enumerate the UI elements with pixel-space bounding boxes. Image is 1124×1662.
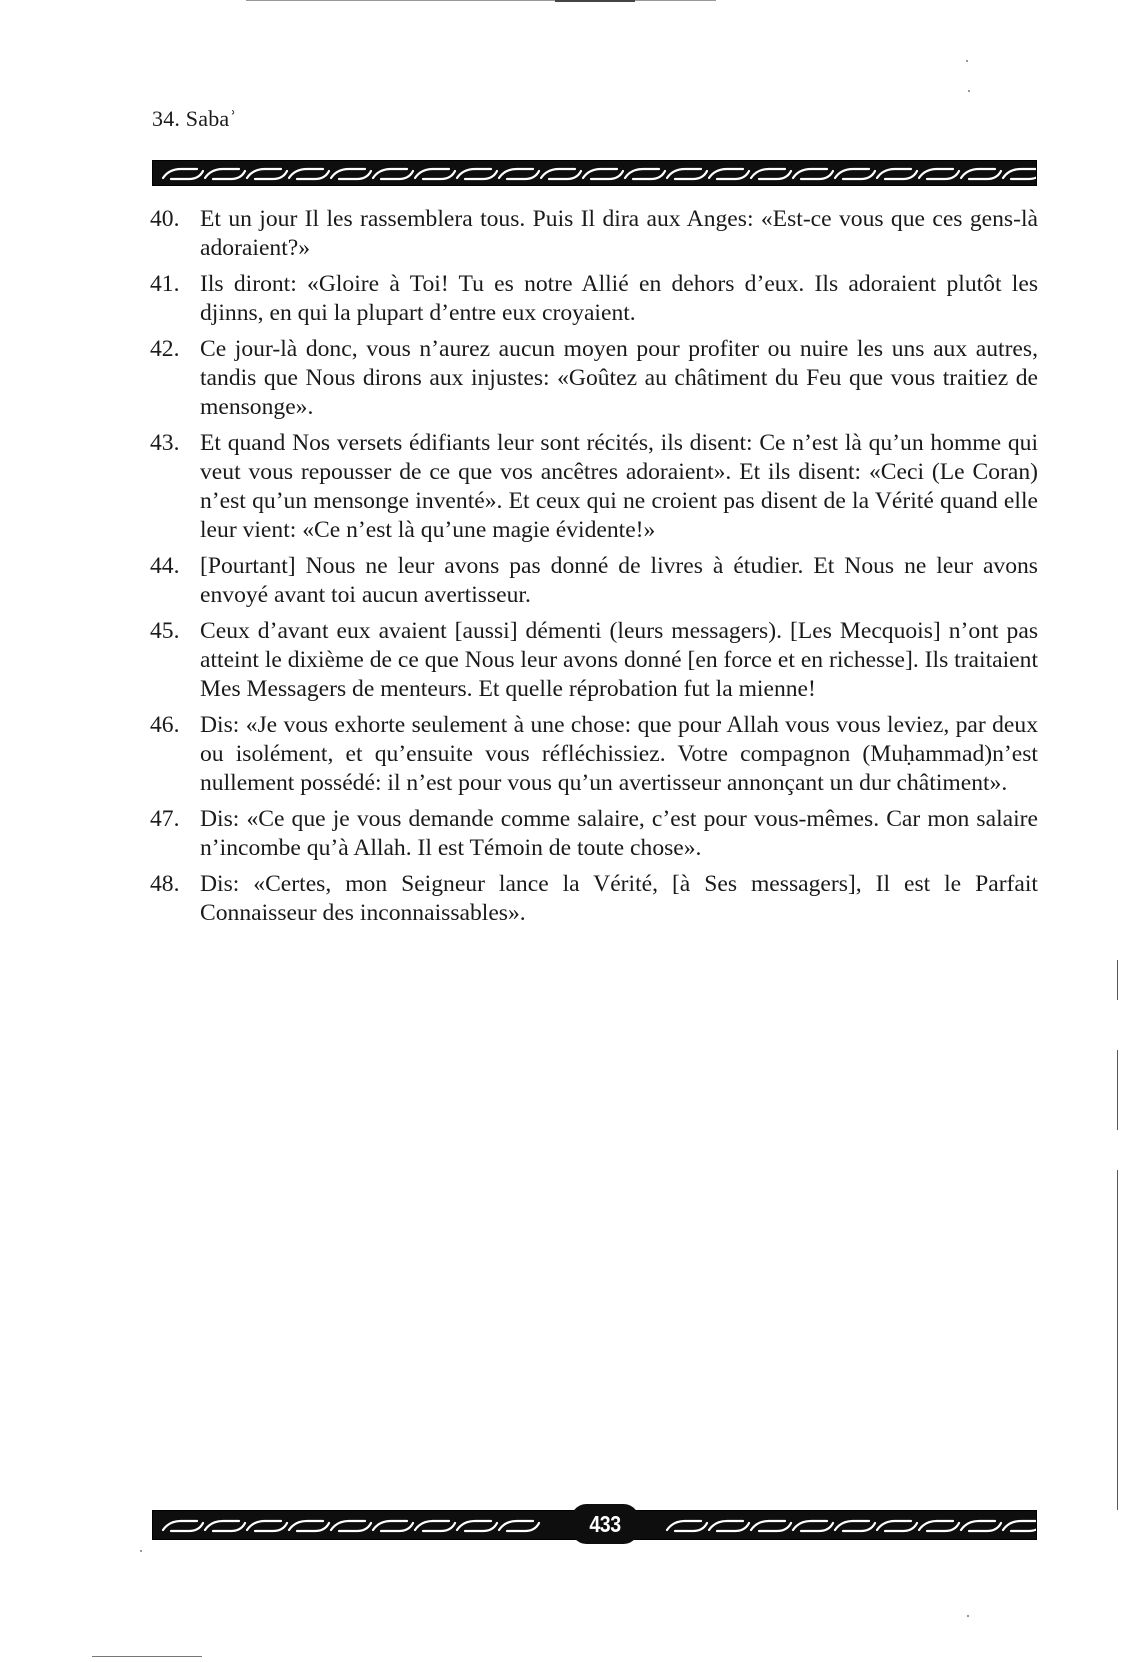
- verse-number: 44.: [150, 553, 180, 579]
- running-head: 34. Sabaʾ: [152, 106, 237, 131]
- verse-number: 41.: [150, 271, 180, 297]
- chain-link: [675, 171, 707, 179]
- chain-link: [339, 1523, 371, 1531]
- chain-link: [255, 1523, 287, 1531]
- chain-link: [793, 169, 827, 178]
- chain-link: [457, 169, 491, 178]
- verse-48: [150, 870, 1038, 928]
- verse-list: [150, 205, 1038, 935]
- verse-45: [150, 617, 1038, 704]
- chain-link: [247, 1521, 281, 1530]
- scan-speck: [966, 60, 968, 62]
- scan-margin-line: [1117, 1170, 1118, 1510]
- chain-link: [667, 169, 701, 178]
- top-scan-mark: [555, 0, 635, 2]
- chain-link: [171, 1523, 203, 1531]
- chain-link: [331, 169, 365, 178]
- chain-link: [423, 171, 455, 179]
- chain-link: [1011, 171, 1037, 179]
- chain-link: [499, 1521, 533, 1530]
- verse-40: [150, 205, 1038, 263]
- verse-text: Ils diront: «Gloire à Toi! Tu es notre Allié en dehors d’eux. Ils adoraient plutôt les djinns, en qui la plupart d’entre eux croyaient.: [200, 271, 1038, 326]
- chain-link: [549, 171, 581, 179]
- verse-text: Et quand Nos versets édifiants leur sont récités, ils disent: Ce n’est là qu’un homme qui veut vous repousser de ce que vos ancêtres adoraient». Et ils disent: «Ceci (Le Coran) n’est qu’un mensonge inventé». Et ceux qui ne croient pas disent de la Vérité quand elle leur vient: «Ce n’est là qu’une magie évidente!»: [200, 430, 1038, 543]
- chain-link: [709, 169, 743, 178]
- chain-link: [415, 1521, 449, 1530]
- chain-link: [381, 171, 413, 179]
- chain-link: [507, 171, 539, 179]
- chain-link: [877, 1521, 911, 1530]
- chain-link: [717, 1523, 749, 1531]
- chain-link: [331, 1521, 365, 1530]
- chain-link: [339, 171, 371, 179]
- verse-text: Ceux d’avant eux avaient [aussi] démenti (leurs messagers). [Les Mecquois] n’ont pas atteint le dixième de ce que Nous leur avons donné [en force et en richesse]. Ils traitaient Mes Messagers de menteurs. Et quelle réprobation fut la mienne!: [200, 618, 1038, 702]
- chain-link: [255, 171, 287, 179]
- chain-link: [885, 1523, 917, 1531]
- scan-speck: [968, 90, 970, 92]
- chain-link: [625, 169, 659, 178]
- verse-47: [150, 805, 1038, 863]
- chain-link: [675, 1523, 707, 1531]
- chain-link: [373, 169, 407, 178]
- chain-link: [507, 1523, 539, 1531]
- chain-link: [801, 1523, 833, 1531]
- verse-number: 48.: [150, 871, 180, 897]
- header-ornament-band: [152, 160, 1037, 186]
- chain-link: [885, 171, 917, 179]
- chain-link: [423, 1523, 455, 1531]
- verse-number: 45.: [150, 618, 180, 644]
- chain-link: [415, 169, 449, 178]
- verse-text: Dis: «Ce que je vous demande comme salaire, c’est pour vous-mêmes. Car mon salaire n’incombe qu’à Allah. Il est Témoin de toute chose».: [200, 806, 1038, 861]
- chain-link: [499, 169, 533, 178]
- chain-link: [591, 171, 623, 179]
- chain-link: [751, 1521, 785, 1530]
- verse-number: 42.: [150, 336, 180, 362]
- chain-link: [667, 1521, 701, 1530]
- scan-speck: [140, 1550, 142, 1552]
- chain-link: [163, 169, 197, 178]
- chain-link: [163, 1521, 197, 1530]
- chain-link: [541, 169, 575, 178]
- chain-link: [633, 171, 665, 179]
- verse-text: Et un jour Il les rassemblera tous. Puis Il dira aux Anges: «Est-ce vous que ces gens-là adoraient?»: [200, 206, 1038, 261]
- chain-link: [247, 169, 281, 178]
- chain-link: [801, 171, 833, 179]
- chain-link: [381, 1523, 413, 1531]
- chain-link: [843, 1523, 875, 1531]
- chain-link: [843, 171, 875, 179]
- chain-link: [961, 1521, 995, 1530]
- bottom-scan-rule: [92, 1656, 202, 1657]
- chain-link: [961, 169, 995, 178]
- chain-link: [919, 169, 953, 178]
- chain-link: [1003, 1521, 1037, 1530]
- chain-link: [717, 171, 749, 179]
- top-scan-rule: [246, 0, 716, 1]
- chain-link: [213, 171, 245, 179]
- chain-link: [297, 171, 329, 179]
- chain-ornament-top: [153, 161, 1037, 186]
- verse-number: 40.: [150, 206, 180, 232]
- verse-number: 43.: [150, 430, 180, 456]
- chain-link: [1011, 1523, 1037, 1531]
- chain-link: [289, 169, 323, 178]
- chain-link: [213, 1523, 245, 1531]
- chain-link: [205, 169, 239, 178]
- scan-speck: [967, 1615, 969, 1617]
- chain-link: [751, 169, 785, 178]
- chain-link: [205, 1521, 239, 1530]
- verse-42: [150, 335, 1038, 422]
- chain-link: [877, 169, 911, 178]
- verse-text: [Pourtant] Nous ne leur avons pas donné de livres à étudier. Et Nous ne leur avons envoyé avant toi aucun avertisseur.: [200, 553, 1038, 608]
- chain-link: [465, 1523, 497, 1531]
- chain-link: [919, 1521, 953, 1530]
- chain-link: [927, 1523, 959, 1531]
- chain-link: [759, 171, 791, 179]
- chain-link: [927, 171, 959, 179]
- verse-41: [150, 270, 1038, 328]
- chain-link: [465, 171, 497, 179]
- page-number: 433: [569, 1504, 640, 1544]
- verse-text: Dis: «Certes, mon Seigneur lance la Vérité, [à Ses messagers], Il est le Parfait Connaisseur des inconnaissables».: [200, 871, 1038, 926]
- chain-link: [583, 169, 617, 178]
- scan-margin-line: [1117, 960, 1118, 1000]
- chain-link: [969, 171, 1001, 179]
- verse-text: Ce jour-là donc, vous n’aurez aucun moyen pour profiter ou nuire les uns aux autres, tandis que Nous dirons aux injustes: «Goûtez au châtiment du Feu que vous traitiez de mensonge».: [200, 336, 1038, 420]
- scan-margin-line: [1117, 1050, 1118, 1130]
- chain-link: [835, 1521, 869, 1530]
- chain-link: [457, 1521, 491, 1530]
- chain-link: [1003, 169, 1037, 178]
- chain-link: [171, 171, 203, 179]
- verse-text: Dis: «Je vous exhorte seulement à une chose: que pour Allah vous vous leviez, par deux ou isolément, et qu’ensuite vous réfléchissiez. Votre compagnon (Muḥammad)n’est nullement possédé: il n’est pour vous qu’un avertisseur annonçant un dur châtiment».: [200, 712, 1038, 796]
- verse-46: [150, 711, 1038, 798]
- verse-number: 47.: [150, 806, 180, 832]
- chain-link: [373, 1521, 407, 1530]
- chain-link: [297, 1523, 329, 1531]
- chain-link: [793, 1521, 827, 1530]
- chain-link: [759, 1523, 791, 1531]
- chain-link: [289, 1521, 323, 1530]
- chain-link: [835, 169, 869, 178]
- verse-44: [150, 552, 1038, 610]
- chain-link: [969, 1523, 1001, 1531]
- chain-link: [709, 1521, 743, 1530]
- verse-number: 46.: [150, 712, 180, 738]
- verse-43: [150, 429, 1038, 545]
